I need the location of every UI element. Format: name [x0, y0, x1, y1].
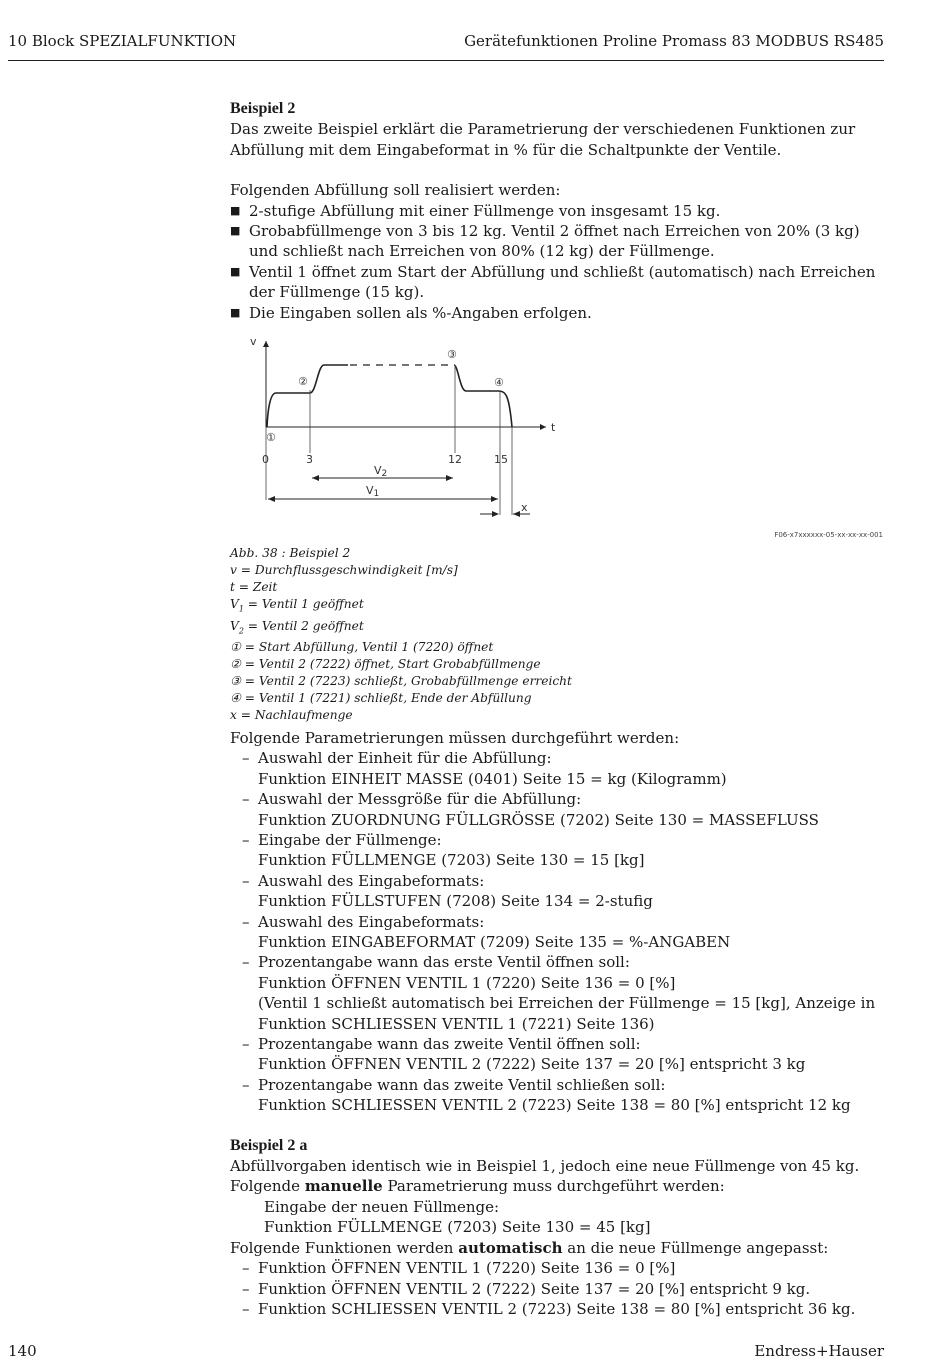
diagram-svg — [230, 335, 890, 535]
section2-line: Folgende manuelle Parametrierung muss durchgeführt werden: — [230, 1177, 725, 1196]
marker-1: ① — [266, 431, 276, 445]
y-axis-label: v — [250, 335, 257, 349]
tick-label: 0 — [262, 453, 269, 467]
requirements-lead: Folgenden Abfüllung soll realisiert werden: — [230, 181, 561, 200]
list-item: – Funktion SCHLIESSEN VENTIL 2 (7223) Seite 138 = 80 [%] entspricht 36 kg. — [242, 1299, 856, 1318]
list-item: – Prozentangabe wann das zweite Ventil schließen soll: Funktion SCHLIESSEN VENTIL 2 (7223) Seite 138 = 80 [%] entspricht 12 kg — [242, 1075, 851, 1115]
page-header — [8, 30, 884, 61]
list-item: – Prozentangabe wann das erste Ventil öffnen soll: Funktion ÖFFNEN VENTIL 1 (7220) Seite 136 = 0 [%] (Ventil 1 schließt automatisch bei Erreichen der Füllmenge = 15 [kg], Anzeige in Funktion SCHLIESSEN VENTIL 1 (7221) Seite 136) — [242, 953, 876, 1033]
legend-item: ② = Ventil 2 (7222) öffnet, Start Grobabfüllmenge — [230, 656, 541, 671]
figure-caption: Abb. 38 : Beispiel 2 — [230, 546, 351, 561]
manual-step: Eingabe der neuen Füllmenge: — [264, 1197, 500, 1216]
legend-item: x = Nachlaufmenge — [230, 707, 353, 722]
legend-item: v = Durchflussgeschwindigkeit [m/s] — [230, 563, 458, 578]
marker-3: ③ — [447, 348, 457, 362]
list-item: – Prozentangabe wann das zweite Ventil öffnen soll: Funktion ÖFFNEN VENTIL 2 (7222) Seite 137 = 20 [%] entspricht 3 kg — [242, 1035, 806, 1074]
list-item: ■ 2-stufige Abfüllung mit einer Füllmenge von insgesamt 15 kg. — [230, 201, 890, 221]
list-item: – Auswahl des Eingabeformats: Funktion EINGABEFORMAT (7209) Seite 135 = %-ANGABEN — [242, 912, 731, 951]
requirements-list — [230, 201, 890, 323]
legend-item: $V_1$ = Ventil 1 geöffnet — [230, 597, 364, 614]
list-item: ■ Grobabfüllmenge von 3 bis 12 kg. Ventil 2 öffnet nach Erreichen von 20% (3 kg) und schließt nach Erreichen von 80% (12 kg) der Füllmenge. — [230, 221, 890, 262]
legend-item: $V_2$ = Ventil 2 geöffnet — [230, 618, 364, 635]
legend-item: ④ = Ventil 1 (7221) schließt, Ende der Abfüllung — [230, 690, 532, 705]
legend-item: ③ = Ventil 2 (7223) schließt, Grobabfüllmenge erreicht — [230, 673, 572, 688]
overrun-label: x — [521, 501, 528, 515]
v2-label: V2 — [374, 464, 388, 480]
list-item: – Auswahl der Einheit für die Abfüllung: Funktion EINHEIT MASSE (0401) Seite 15 = kg (Kilogramm) — [242, 749, 727, 788]
legend-item: ① = Start Abfüllung, Ventil 1 (7220) öffnet — [230, 639, 494, 654]
header-document-title: Gerätefunktionen Proline Promass 83 MODBUS RS485 — [464, 32, 884, 50]
params-lead: Folgende Parametrierungen müssen durchgeführt werden: — [230, 728, 680, 747]
params-list — [230, 748, 890, 1115]
list-item: ■ Die Eingaben sollen als %-Angaben erfolgen. — [230, 303, 890, 323]
tick-label: 15 — [494, 453, 508, 467]
filling-diagram — [230, 335, 890, 540]
manual-step: Funktion FÜLLMENGE (7203) Seite 130 = 45 [kg] — [264, 1218, 651, 1237]
list-item: – Funktion ÖFFNEN VENTIL 2 (7222) Seite 137 = 20 [%] entspricht 9 kg. — [242, 1279, 811, 1298]
section2-line: Abfüllvorgaben identisch wie in Beispiel 1, jedoch eine neue Füllmenge von 45 kg. — [230, 1157, 860, 1176]
list-item: – Auswahl der Messgröße für die Abfüllung: Funktion ZUORDNUNG FÜLLGRÖSSE (7202) Seite 130 = MASSEFLUSS — [242, 790, 819, 829]
list-item: ■ Ventil 1 öffnet zum Start der Abfüllung und schließt (automatisch) nach Erreichen der Füllmenge (15 kg). — [230, 262, 890, 303]
v1-label: V1 — [366, 484, 380, 500]
tick-label: 12 — [448, 453, 462, 467]
marker-2: ② — [298, 375, 308, 389]
tick-label: 3 — [306, 453, 313, 467]
list-item: – Auswahl des Eingabeformats: Funktion FÜLLSTUFEN (7208) Seite 134 = 2-stufig — [242, 871, 653, 911]
section-intro: Das zweite Beispiel erklärt die Parametrierung der verschiedenen Funktionen zur Abfüllung mit dem Eingabeformat in % für die Schaltpunkte der Ventile. — [230, 120, 856, 159]
list-item: – Eingabe der Füllmenge: Funktion FÜLLMENGE (7203) Seite 130 = 15 [kg] — [242, 830, 645, 870]
section-title-beispiel-2a: Beispiel 2 a — [230, 1136, 308, 1154]
section2-line: Folgende Funktionen werden automatisch an die neue Füllmenge angepasst: — [230, 1238, 829, 1257]
auto-list — [230, 1258, 890, 1319]
figure-legend — [230, 545, 890, 724]
x-axis-label: t — [551, 421, 556, 435]
figure-reference: F06-x7xxxxxx-05-xx-xx-xx-001 — [774, 531, 883, 540]
page-number: 140 — [8, 1342, 37, 1360]
flow-curve-fall — [454, 365, 512, 427]
header-chapter: 10 Block SPEZIALFUNKTION — [8, 32, 237, 50]
legend-item: t = Zeit — [230, 580, 278, 595]
list-item: – Funktion ÖFFNEN VENTIL 1 (7220) Seite 136 = 0 [%] — [242, 1259, 676, 1278]
section-title-beispiel-2: Beispiel 2 — [230, 100, 296, 117]
marker-4: ④ — [494, 376, 504, 390]
page-content — [230, 99, 890, 1319]
brand-name: Endress+Hauser — [754, 1342, 884, 1360]
